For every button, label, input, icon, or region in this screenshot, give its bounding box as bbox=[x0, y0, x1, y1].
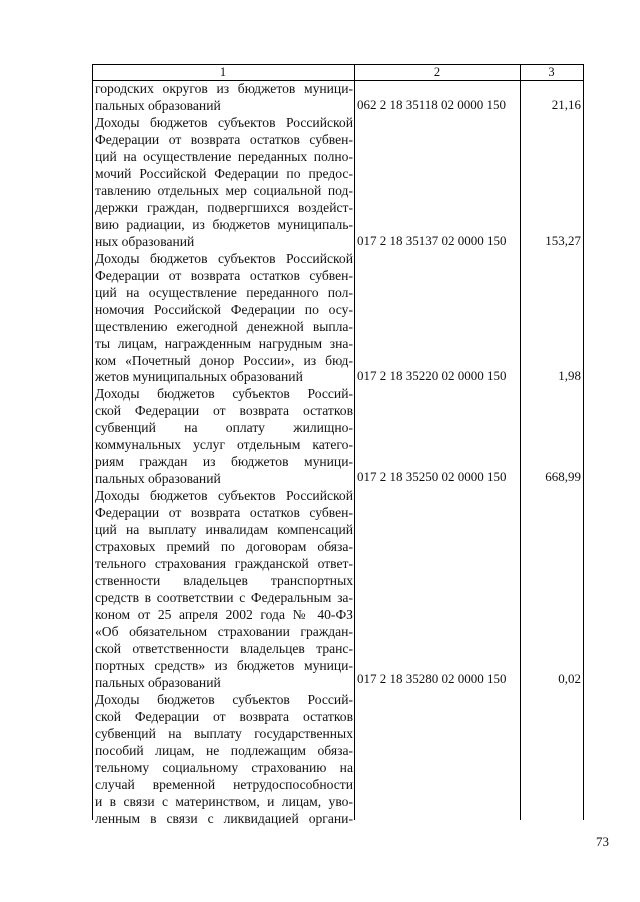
description-line: субвенций на оплату жилищно- bbox=[95, 420, 353, 436]
description-line: Доходы бюджетов субъектов Российской bbox=[95, 114, 353, 130]
description-column bbox=[95, 81, 353, 828]
page-number: 73 bbox=[596, 834, 609, 849]
description-line: вию радиации, из бюджетов муниципаль- bbox=[95, 216, 353, 232]
description-line: Федерации от возврата остатков субвен- bbox=[95, 267, 353, 283]
amount-cell: 1,98 bbox=[558, 368, 581, 383]
description-line: ты лицам, награжденным нагрудным зна- bbox=[95, 335, 353, 351]
description-line: жетов муниципальных образований bbox=[95, 369, 303, 385]
amount-cell: 153,27 bbox=[545, 233, 581, 248]
description-line: Доходы бюджетов субъектов Российской bbox=[95, 250, 353, 266]
amount-cell: 0,02 bbox=[558, 671, 581, 686]
description-line: ществлению ежегодной денежной выпла- bbox=[95, 318, 353, 334]
budget-code-cell: 017 2 18 35220 02 0000 150 bbox=[357, 368, 507, 383]
table-left-border bbox=[92, 64, 93, 820]
description-line: пальных образований bbox=[95, 471, 221, 487]
description-line: ской Федерации от возврата остатков bbox=[95, 708, 353, 724]
description-line: держки граждан, подвергшихся воздейст- bbox=[95, 199, 353, 215]
description-line: портных средств» из бюджетов муници- bbox=[95, 657, 353, 673]
description-line: ций на осуществление переданного пол- bbox=[95, 284, 353, 300]
description-line: пальных образований bbox=[95, 674, 221, 690]
description-line: Федерации от возврата остатков субвен- bbox=[95, 505, 353, 521]
description-line: ций на выплату инвалидам компенсаций bbox=[95, 522, 353, 538]
description-line: тельного страхования гражданской ответ- bbox=[95, 556, 353, 572]
description-line: Доходы бюджетов субъектов Россий- bbox=[95, 691, 353, 707]
description-line: ций на осуществление переданных полно- bbox=[95, 148, 353, 164]
description-line: Федерации от возврата остатков субвен- bbox=[95, 131, 353, 147]
description-line: мочий Российской Федерации по предос- bbox=[95, 165, 353, 181]
budget-code-cell: 062 2 18 35118 02 0000 150 bbox=[357, 97, 507, 112]
description-line: Доходы бюджетов субъектов Россий- bbox=[95, 386, 353, 402]
description-line: пальных образований bbox=[95, 97, 221, 113]
budget-code-cell: 017 2 18 35250 02 0000 150 bbox=[357, 469, 507, 484]
header-column-1: 1 bbox=[219, 65, 227, 79]
description-line: «Об обязательном страховании граждан- bbox=[95, 624, 353, 639]
description-line: субвенций на выплату государственных bbox=[95, 725, 353, 741]
description-line: ской ответственности владельцев транс- bbox=[95, 640, 353, 656]
description-line: ленным в связи с ликвидацией органи- bbox=[95, 810, 353, 826]
header-column-3: 3 bbox=[548, 65, 555, 79]
description-line: случай временной нетрудоспособности bbox=[95, 776, 353, 792]
description-line: средств в соответствии с Федеральным за- bbox=[95, 590, 353, 606]
header-column-2: 2 bbox=[433, 65, 441, 79]
column-divider-1 bbox=[354, 64, 355, 820]
amount-cell: 668,99 bbox=[545, 469, 581, 484]
description-line: тавлению отдельных мер социальной под- bbox=[95, 182, 353, 198]
description-line: ных образований bbox=[95, 233, 195, 249]
column-divider-2 bbox=[520, 64, 521, 820]
description-line: риям граждан из бюджетов муници- bbox=[95, 454, 353, 470]
description-line: страховых премий по договорам обяза- bbox=[95, 539, 353, 555]
description-line: ской Федерации от возврата остатков bbox=[95, 403, 353, 419]
budget-code-cell: 017 2 18 35137 02 0000 150 bbox=[357, 233, 507, 248]
description-line: коммунальных услуг отдельным катего- bbox=[95, 437, 353, 453]
description-line: и в связи с материнством, и лицам, уво- bbox=[95, 793, 353, 809]
description-line: городских округов из бюджетов муници- bbox=[95, 81, 353, 96]
amount-cell: 21,16 bbox=[551, 97, 581, 112]
description-line: коном от 25 апреля 2002 года № 40-ФЗ bbox=[95, 607, 353, 623]
description-line: номочия Российской Федерации по осу- bbox=[95, 301, 353, 317]
budget-code-cell: 017 2 18 35280 02 0000 150 bbox=[357, 671, 507, 686]
description-line: ственности владельцев транспортных bbox=[95, 573, 353, 589]
description-line: тельному социальному страхованию на bbox=[95, 759, 353, 775]
description-line: Доходы бюджетов субъектов Российской bbox=[95, 488, 353, 504]
table-right-border bbox=[583, 64, 584, 820]
description-line: ком «Почетный донор России», из бюд- bbox=[95, 352, 353, 368]
description-line: пособий лицам, не подлежащим обяза- bbox=[95, 742, 353, 758]
